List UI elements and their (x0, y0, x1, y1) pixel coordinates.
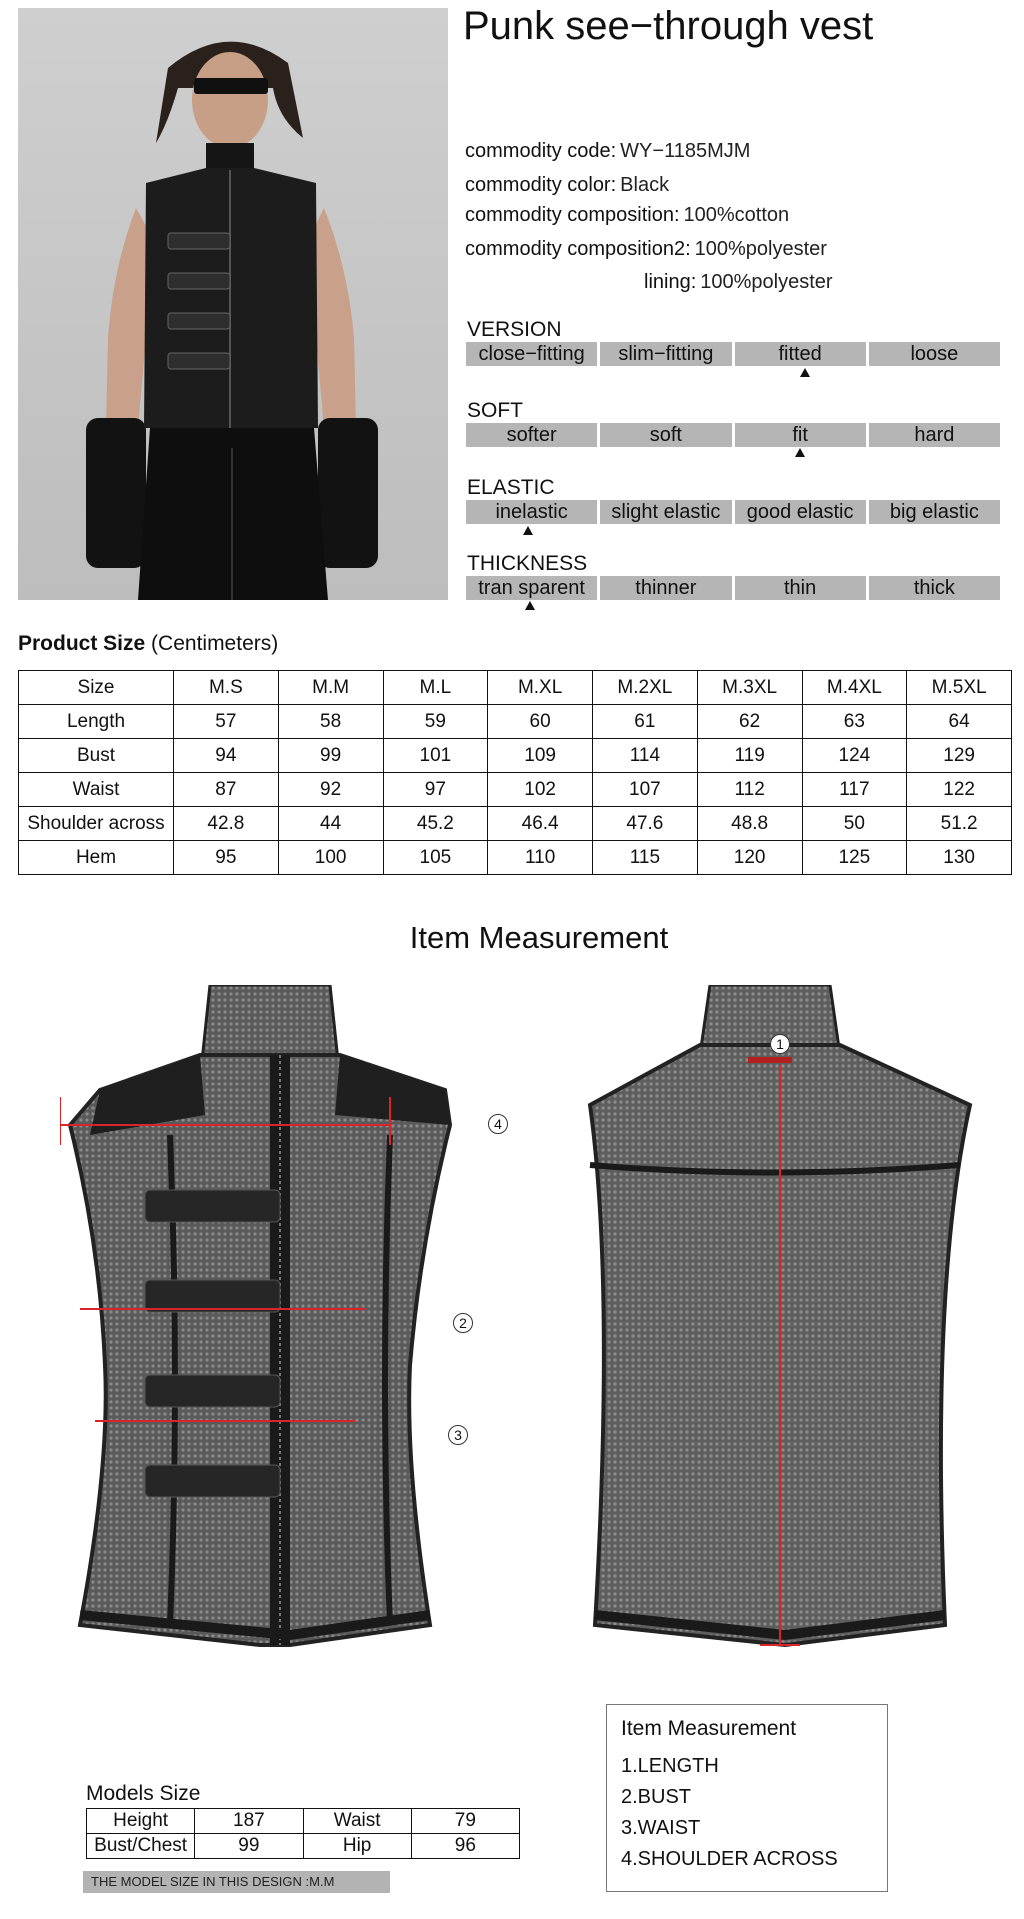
size-header-cell: M.M (278, 671, 383, 705)
attr-elastic-bar (466, 500, 1000, 524)
legend-title: Item Measurement (621, 1717, 797, 1740)
size-cell: 124 (802, 739, 907, 773)
size-cell: 114 (593, 739, 698, 773)
info-commodity-composition (465, 204, 789, 227)
attr-option: good elastic (735, 500, 866, 524)
legend-item: 3.WAIST (621, 1817, 701, 1839)
info-label: commodity color: (465, 174, 617, 196)
size-header-row (19, 671, 1012, 705)
attr-option: soft (600, 423, 731, 447)
attr-option: thinner (600, 576, 731, 600)
models-cell: 99 (195, 1834, 303, 1859)
attr-option: thin (735, 576, 866, 600)
size-cell: 42.8 (174, 807, 279, 841)
model-size-note: THE MODEL SIZE IN THIS DESIGN :M.M (83, 1871, 390, 1893)
size-cell: 60 (488, 705, 593, 739)
info-commodity-composition2 (465, 238, 827, 261)
marker-3-icon: 3 (448, 1425, 468, 1445)
info-value: Black (620, 174, 670, 196)
models-size-title: Models Size (86, 1782, 201, 1805)
size-header-cell: M.5XL (907, 671, 1012, 705)
attr-elastic-title: ELASTIC (467, 476, 555, 499)
models-cell: Hip (303, 1834, 411, 1859)
attr-soft-title: SOFT (467, 399, 523, 422)
size-cell: 119 (697, 739, 802, 773)
size-header-cell: M.2XL (593, 671, 698, 705)
size-cell: 117 (802, 773, 907, 807)
table-row (19, 773, 1012, 807)
legend-item: 4.SHOULDER ACROSS (621, 1848, 838, 1870)
attr-option: loose (869, 342, 1000, 366)
size-cell: 64 (907, 705, 1012, 739)
size-header-cell: M.XL (488, 671, 593, 705)
attr-option: slim−fitting (600, 342, 731, 366)
table-row (19, 807, 1012, 841)
attr-option: hard (869, 423, 1000, 447)
size-header-cell: M.L (383, 671, 488, 705)
size-cell: 48.8 (697, 807, 802, 841)
size-header-cell: M.3XL (697, 671, 802, 705)
size-cell: 87 (174, 773, 279, 807)
garment-front-illustration (60, 985, 490, 1660)
size-table-heading: Product Size (18, 632, 146, 655)
size-cell: 58 (278, 705, 383, 739)
attr-option: fitted (735, 342, 866, 366)
size-cell: 130 (907, 841, 1012, 875)
info-value: 100%polyester (700, 271, 833, 293)
size-cell: 99 (278, 739, 383, 773)
model-photo (18, 8, 448, 600)
vest-front-icon (60, 985, 490, 1660)
size-cell: 101 (383, 739, 488, 773)
size-cell: 57 (174, 705, 279, 739)
vest-back-icon (570, 985, 990, 1660)
attr-option: big elastic (869, 500, 1000, 524)
size-header-cell: M.S (174, 671, 279, 705)
models-cell: 96 (411, 1834, 519, 1859)
size-header-cell: M.4XL (802, 671, 907, 705)
attr-soft-bar (466, 423, 1000, 447)
size-cell: 45.2 (383, 807, 488, 841)
size-cell: 59 (383, 705, 488, 739)
selection-marker-icon (795, 448, 805, 457)
size-cell: 50 (802, 807, 907, 841)
size-cell: Shoulder across (19, 807, 174, 841)
attr-version-bar (466, 342, 1000, 366)
legend-item: 2.BUST (621, 1786, 692, 1808)
size-table (18, 670, 1012, 875)
attr-option: inelastic (466, 500, 597, 524)
size-cell: 112 (697, 773, 802, 807)
size-table-unit: (Centimeters) (151, 632, 279, 655)
attr-thickness-title: THICKNESS (467, 552, 588, 575)
size-cell: Length (19, 705, 174, 739)
size-cell: 44 (278, 807, 383, 841)
size-cell: 97 (383, 773, 488, 807)
marker-2-icon: 2 (453, 1313, 473, 1333)
info-label: lining: (644, 271, 697, 293)
item-measurement-title: Item Measurement (409, 920, 669, 955)
size-cell: 51.2 (907, 807, 1012, 841)
size-cell: 92 (278, 773, 383, 807)
product-title: Punk see−through vest (463, 4, 874, 48)
selection-marker-icon (800, 368, 810, 377)
info-label: commodity composition: (465, 204, 680, 226)
size-cell: 94 (174, 739, 279, 773)
size-cell: 109 (488, 739, 593, 773)
model-illustration (18, 8, 448, 600)
size-cell: 47.6 (593, 807, 698, 841)
table-row (87, 1834, 520, 1859)
size-cell: 129 (907, 739, 1012, 773)
attr-option: slight elastic (600, 500, 731, 524)
size-cell: 125 (802, 841, 907, 875)
size-cell: 62 (697, 705, 802, 739)
size-cell: 61 (593, 705, 698, 739)
size-cell: 95 (174, 841, 279, 875)
marker-1-icon: 1 (770, 1034, 790, 1054)
models-cell: 79 (411, 1809, 519, 1834)
attr-option: fit (735, 423, 866, 447)
size-cell: 107 (593, 773, 698, 807)
info-label: commodity code: (465, 140, 617, 162)
size-cell: 120 (697, 841, 802, 875)
size-cell: 100 (278, 841, 383, 875)
table-row (87, 1809, 520, 1834)
size-cell: Bust (19, 739, 174, 773)
measurement-legend (606, 1704, 888, 1892)
info-commodity-color (465, 174, 669, 197)
size-cell: Waist (19, 773, 174, 807)
legend-item: 1.LENGTH (621, 1755, 719, 1777)
attr-thickness-bar (466, 576, 1000, 600)
size-cell: 46.4 (488, 807, 593, 841)
models-cell: Height (87, 1809, 195, 1834)
selection-marker-icon (523, 526, 533, 535)
info-value: WY−1185MJM (620, 140, 751, 162)
size-cell: 102 (488, 773, 593, 807)
info-commodity-code (465, 140, 750, 163)
models-size-table (86, 1808, 520, 1859)
selection-marker-icon (525, 601, 535, 610)
attr-version-title: VERSION (467, 318, 562, 341)
size-table-title (18, 632, 278, 656)
info-value: 100%cotton (683, 204, 790, 226)
size-cell: 122 (907, 773, 1012, 807)
size-cell: 115 (593, 841, 698, 875)
models-cell: Waist (303, 1809, 411, 1834)
table-row (19, 841, 1012, 875)
attr-option: thick (869, 576, 1000, 600)
attr-option: softer (466, 423, 597, 447)
garment-back-illustration (570, 985, 990, 1660)
models-cell: 187 (195, 1809, 303, 1834)
size-cell: Hem (19, 841, 174, 875)
size-cell: 63 (802, 705, 907, 739)
size-header-cell: Size (19, 671, 174, 705)
models-cell: Bust/Chest (87, 1834, 195, 1859)
info-label: commodity composition2: (465, 238, 691, 260)
size-cell: 105 (383, 841, 488, 875)
info-value: 100%polyester (694, 238, 827, 260)
table-row (19, 739, 1012, 773)
size-cell: 110 (488, 841, 593, 875)
table-row (19, 705, 1012, 739)
attr-option: tran sparent (466, 576, 597, 600)
attr-option: close−fitting (466, 342, 597, 366)
marker-4-icon: 4 (488, 1114, 508, 1134)
info-lining (644, 271, 833, 294)
